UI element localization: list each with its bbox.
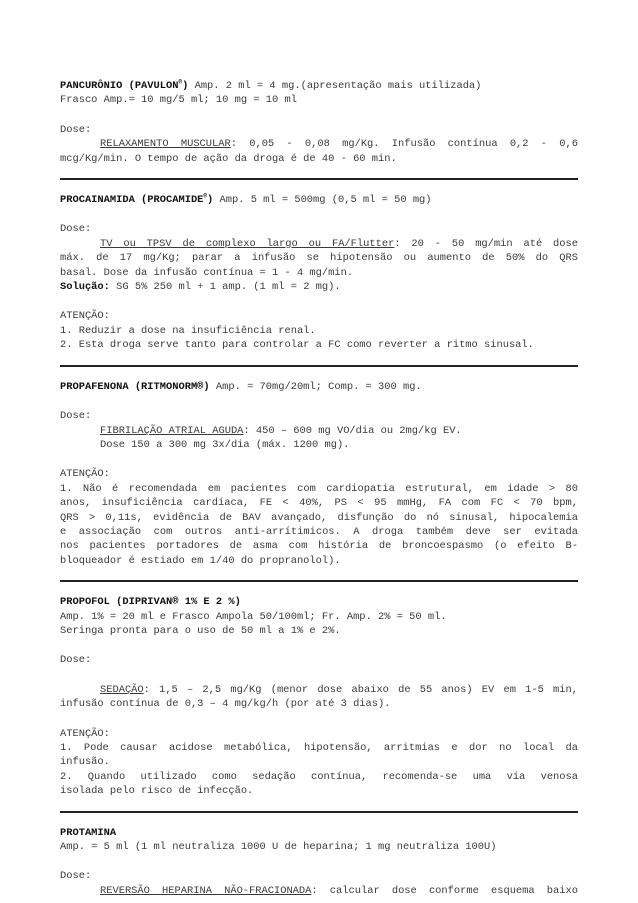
drug-entry-procainamida bbox=[60, 193, 578, 353]
drug-presentation: Amp. = 70mg/20ml; Comp. = 300 mg. bbox=[209, 380, 422, 393]
dose-line: FIBRILAÇÃO ATRIAL AGUDA: 450 – 600 mg VO/dia ou 2mg/kg EV. bbox=[100, 424, 462, 437]
dose-line: REVERSÃO HEPARINA NÃO-FRACIONADA: calcular dose conforme esquema baixo bbox=[100, 884, 578, 897]
indication: RELAXAMENTO MUSCULAR bbox=[100, 138, 231, 151]
dose-line: máx. de 17 mg/Kg; parar a infusão se hipotensão ou aumento de 50% do QRS bbox=[60, 252, 578, 265]
drug-presentation: Amp. 1% = 20 ml e Frasco Ampola 50/100ml; Fr. Amp. 2% = 50 ml. bbox=[60, 610, 447, 623]
attention-line: e associação com outros anti-arrítimicos. A droga também deve ser evitada bbox=[60, 525, 578, 538]
dose-label: Dose: bbox=[60, 123, 92, 136]
dose-line: TV ou TPSV de complexo largo ou FA/Flutter: 20 - 50 mg/min até dose bbox=[100, 237, 578, 250]
indication: REVERSÃO HEPARINA NÃO-FRACIONADA bbox=[100, 884, 312, 897]
attention-line: isolada pelo risco de infecção. bbox=[60, 785, 254, 798]
drug-presentation-2: Frasco Amp.= 10 mg/5 ml; 10 mg = 10 ml bbox=[60, 94, 297, 107]
document-page bbox=[60, 79, 578, 898]
attention-line: nos pacientes portadores de asma com história de broncoespasmo (o efeito B- bbox=[60, 540, 578, 553]
drug-title-line bbox=[60, 826, 578, 840]
attention-label: ATENÇÃO: bbox=[60, 468, 110, 481]
solution-label: Solução: bbox=[60, 281, 110, 294]
dose-line: basal. Dose da infusão contínua = 1 - 4 mg/min. bbox=[60, 266, 354, 279]
dose-label: Dose: bbox=[60, 223, 92, 236]
attention-line: anos, insuficiência cardíaca, FE < 40%, PS < 95 mmHg, FA com FC < 70 bpm, bbox=[60, 497, 578, 510]
drug-entry-pancuronio bbox=[60, 79, 578, 166]
drug-title-line bbox=[60, 595, 578, 609]
attention-line: 1. Não é recomendada em pacientes com cardiopatia estrutural, em idade > 80 bbox=[60, 482, 578, 495]
drug-presentation-2: Seringa pronta para o uso de 50 ml a 1% e 2%. bbox=[60, 624, 341, 637]
drug-entry-propafenona bbox=[60, 380, 578, 568]
attention-item: 1. Reduzir a dose na insuficiência renal. bbox=[60, 324, 316, 337]
drug-name: PROTAMINA bbox=[60, 826, 117, 839]
attention-item: 2. Esta droga serve tanto para controlar a FC como reverter a ritmo sinusal. bbox=[60, 339, 534, 352]
dose-label: Dose: bbox=[60, 870, 92, 883]
indication: FIBRILAÇÃO ATRIAL AGUDA bbox=[100, 424, 244, 437]
dose-line: mcg/Kg/min. O tempo de ação da droga é de 40 - 60 min. bbox=[60, 152, 397, 165]
drug-title-line bbox=[60, 193, 578, 207]
solution-line: Solução: SG 5% 250 ml + 1 amp. (1 ml = 2 mg). bbox=[60, 281, 341, 294]
dose-label: Dose: bbox=[60, 654, 92, 667]
drug-name: PANCURÔNIO (PAVULON®) bbox=[60, 78, 189, 92]
attention-line: infusão. bbox=[60, 756, 110, 769]
attention-line: 1. Pode causar acidose metabólica, hipotensão, arritmias e dor no local da bbox=[60, 742, 578, 754]
attention-line: bloqueador é estiado em 1/40 do propranolol). bbox=[60, 554, 341, 567]
dose-line: infusão contínua de 0,3 – 4 mg/kg/h (por até 3 dias). bbox=[60, 698, 391, 711]
indication: TV ou TPSV de complexo largo ou FA/Flutter bbox=[100, 237, 395, 250]
drug-presentation: Amp. = 5 ml (1 ml neutraliza 1000 U de heparina; 1 mg neutraliza 100U) bbox=[60, 841, 497, 854]
attention-label: ATENÇÃO: bbox=[60, 727, 110, 740]
attention-line: QRS > 0,11s, evidência de BAV avançado, disfunção do nó sinusal, hipocalemia bbox=[60, 511, 578, 524]
dose-line: SEDAÇÃO: 1,5 – 2,5 mg/Kg (menor dose abaixo de 55 anos) EV em 1-5 min, bbox=[100, 683, 578, 696]
drug-name: PROPAFENONA (RITMONORM®) bbox=[60, 380, 210, 393]
indication: SEDAÇÃO bbox=[100, 683, 144, 696]
dose-line: Dose 150 a 300 mg 3x/dia (máx. 1200 mg). bbox=[100, 438, 350, 451]
drug-presentation: Amp. 5 ml = 500mg (0,5 ml = 50 mg) bbox=[213, 194, 432, 207]
attention-line: 2. Quando utilizado como sedação contínua, recomenda-se uma via venosa bbox=[60, 770, 578, 783]
drug-name: PROPOFOL (DIPRIVAN® 1% E 2 %) bbox=[60, 596, 241, 609]
dose-label: Dose: bbox=[60, 410, 92, 423]
drug-entry-propofol bbox=[60, 595, 578, 798]
drug-entry-protamina bbox=[60, 826, 578, 899]
drug-title-line bbox=[60, 79, 578, 93]
dose-line: RELAXAMENTO MUSCULAR: 0,05 - 0,08 mg/Kg. Infusão contínua 0,2 - 0,6 bbox=[100, 138, 578, 151]
attention-label: ATENÇÃO: bbox=[60, 310, 110, 323]
drug-name: PROCAINAMIDA (PROCAMIDE®) bbox=[60, 192, 214, 207]
drug-title-line bbox=[60, 380, 578, 394]
drug-presentation: Amp. 2 ml = 4 mg.(apresentação mais utilizada) bbox=[188, 80, 482, 92]
